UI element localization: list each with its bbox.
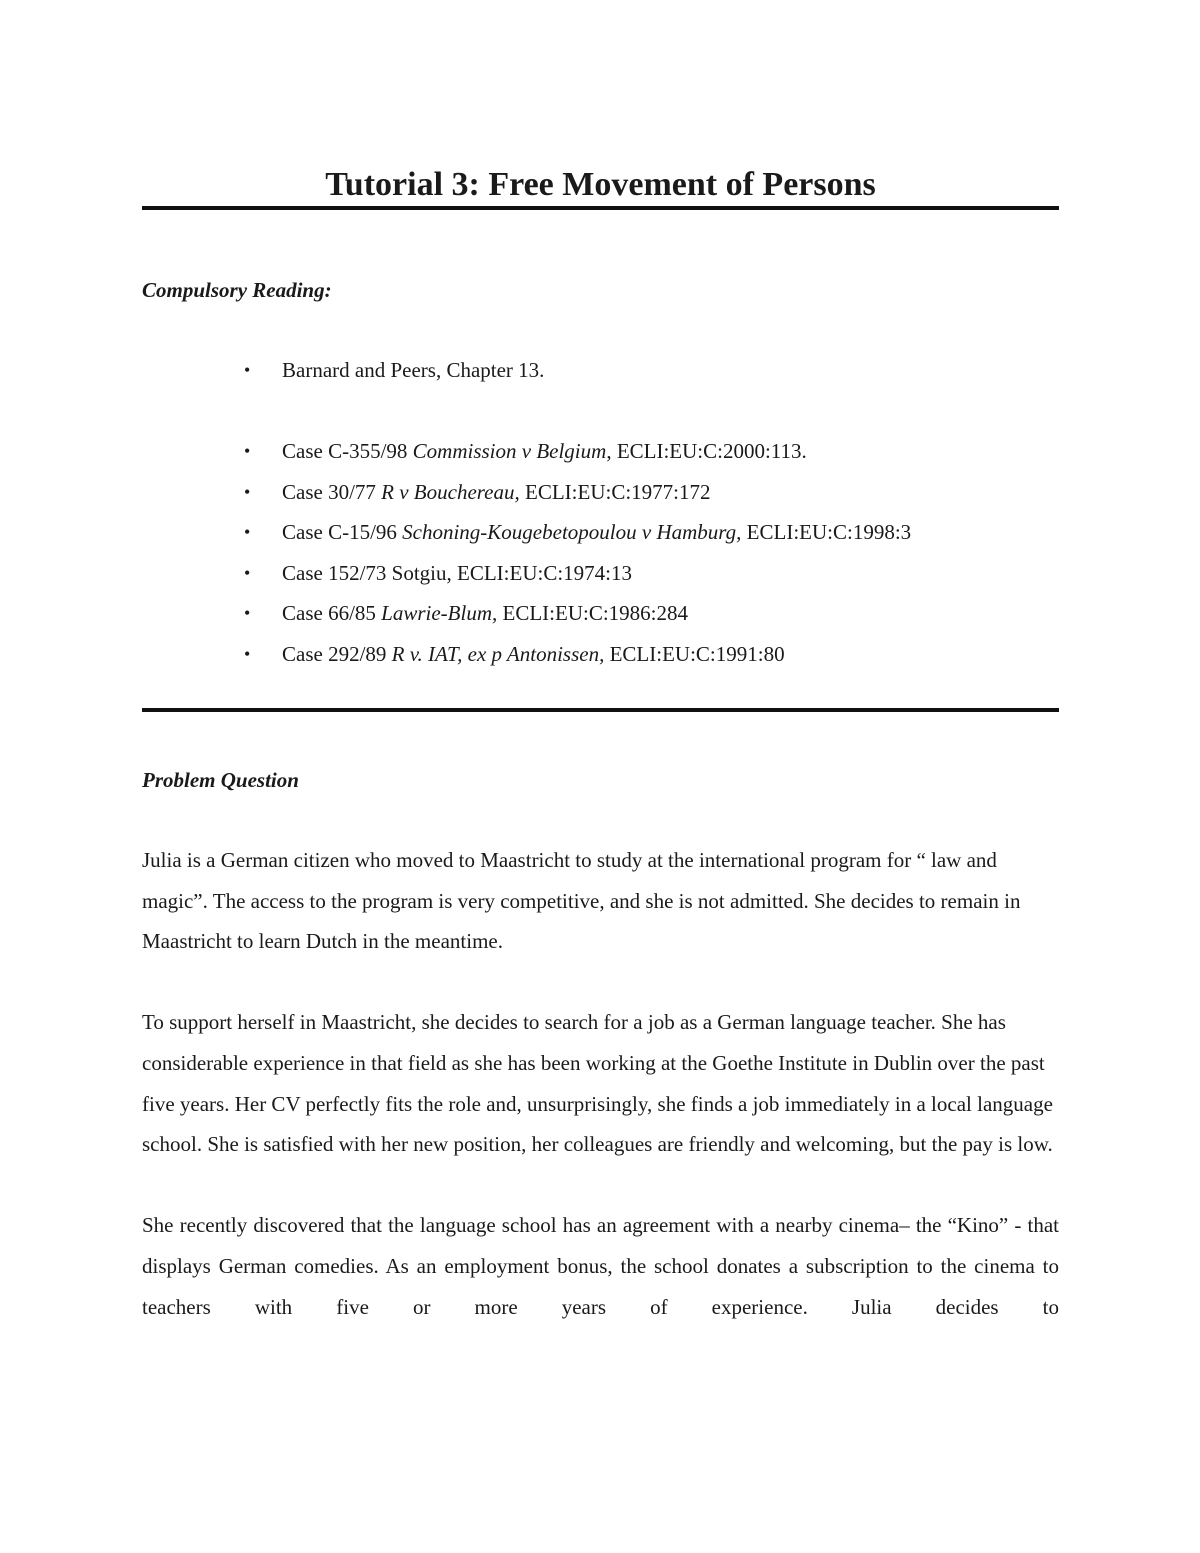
bullet-icon: •	[244, 482, 251, 502]
reading-item	[244, 559, 1082, 587]
problem-text	[142, 840, 1059, 1368]
paragraph: To support herself in Maastricht, she decides to search for a job as a German language teacher. She has considerable experience in that field as she has been working at the Goethe Institute in Dublin over the past five years. Her CV perfectly fits the role and, unsurprisingly, she finds a job immediately in a local language school. She is satisfied with her new position, her colleagues are friendly and welcoming, but the pay is low.	[142, 1010, 1053, 1157]
reading-item-citation: ECLI:EU:C:1977:172	[519, 480, 711, 504]
bullet-icon: •	[244, 563, 251, 583]
reading-item	[244, 356, 1082, 384]
paragraph: She recently discovered that the language school has an agreement with a nearby cinema– the “Kino” - that displays German comedies. As an employment bonus, the school donates a subscription to the cinema to teachers with five or more years of experience. Julia decides to	[142, 1213, 1059, 1319]
reading-item-citation: ECLI:EU:C:1991:80	[604, 642, 785, 666]
bullet-icon: •	[244, 360, 251, 380]
reading-item-text: Case 66/85	[282, 601, 382, 625]
paragraph: Julia is a German citizen who moved to Maastricht to study at the international program for “ law and magic”. The access to the program is very competitive, and she is not admitted. She decides to remain in Maastricht to learn Dutch in the meantime.	[142, 848, 1021, 954]
compulsory-reading-heading: Compulsory Reading:	[142, 278, 332, 302]
problem-question-heading: Problem Question	[142, 768, 299, 792]
reading-item-case-name: R v Bouchereau,	[381, 480, 520, 504]
reading-item-case-name: Lawrie-Blum,	[381, 601, 498, 625]
title-divider	[142, 206, 1059, 210]
reading-item-text: Case 292/89	[282, 642, 392, 666]
reading-item-text: Case C-15/96	[282, 520, 403, 544]
reading-item-citation: ECLI:EU:C:1998:3	[741, 520, 912, 544]
reading-item	[244, 518, 1082, 546]
bullet-icon: •	[244, 644, 251, 664]
reading-item-citation: ECLI:EU:C:1986:284	[497, 601, 688, 625]
bullet-icon: •	[244, 603, 251, 623]
reading-item-case-name: Commission v Belgium	[412, 439, 607, 463]
reading-item-text: Case C-355/98	[282, 439, 413, 463]
reading-item-case-name: Schoning-Kougebetopoulou v Hamburg,	[402, 520, 742, 544]
section-divider	[142, 708, 1059, 712]
document-title: Tutorial 3: Free Movement of Persons	[325, 166, 876, 203]
reading-item-case-name: R v. IAT, ex p Antonissen,	[391, 642, 605, 666]
reading-item	[244, 599, 1082, 627]
bullet-icon: •	[244, 522, 251, 542]
bullet-icon: •	[244, 441, 251, 461]
reading-item	[244, 437, 1082, 465]
reading-item-text: Case 152/73 Sotgiu, ECLI:EU:C:1974:13	[282, 561, 632, 585]
reading-item	[244, 478, 1082, 506]
reading-item	[244, 640, 1082, 668]
reading-item-text: Case 30/77	[282, 480, 382, 504]
reading-item-text: Barnard and Peers, Chapter 13.	[282, 358, 545, 382]
reading-item-citation: , ECLI:EU:C:2000:113.	[606, 439, 807, 463]
